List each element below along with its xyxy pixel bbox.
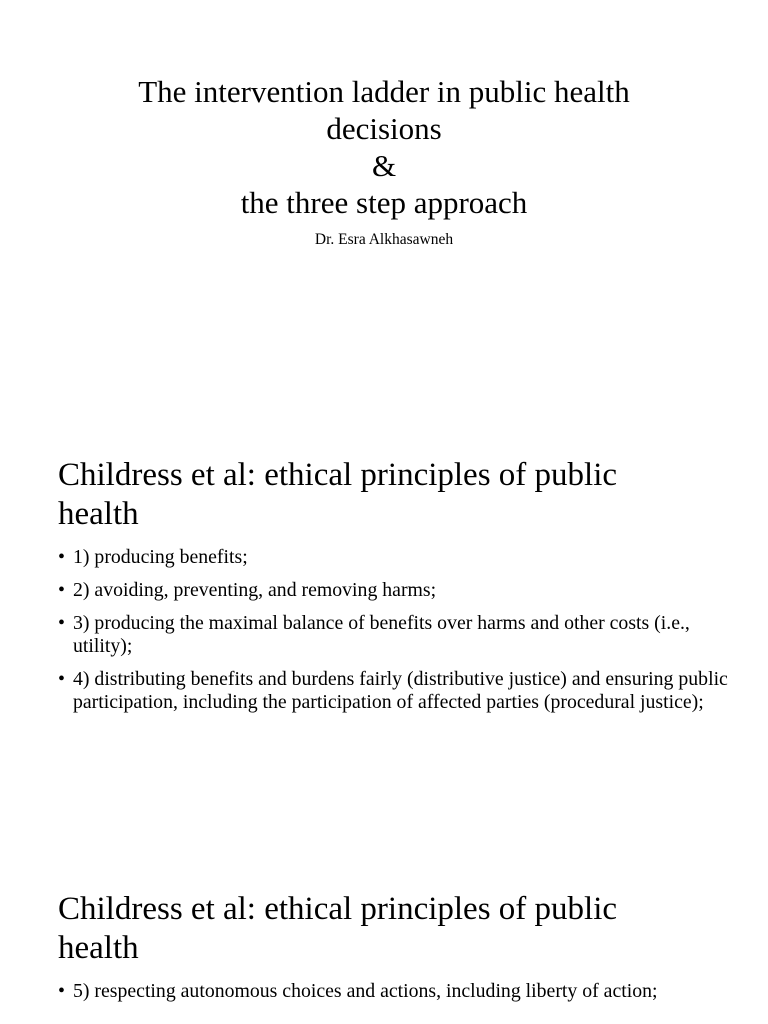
bullet-text: 5) respecting autonomous choices and actions, including liberty of action; bbox=[73, 980, 658, 1002]
bullet-icon: • bbox=[58, 668, 65, 690]
slide-heading-line-1: Childress et al: ethical principles of public bbox=[58, 457, 618, 493]
bullet-text: 4) distributing benefits and burdens fairly (distributive justice) and ensuring public participation, including the participation of affected parties (procedural justice); bbox=[73, 668, 728, 713]
slide-heading bbox=[58, 456, 728, 534]
slide-title-line-1: The intervention ladder in public health bbox=[138, 74, 630, 109]
bullet-text: 2) avoiding, preventing, and removing harms; bbox=[73, 579, 437, 601]
slide-title-line-4: the three step approach bbox=[240, 185, 528, 220]
slide-title-line-3: & bbox=[371, 148, 397, 183]
list-item bbox=[58, 612, 728, 658]
author-name: Dr. Esra Alkhasawneh bbox=[314, 231, 454, 248]
list-item bbox=[58, 668, 728, 714]
bullet-list bbox=[58, 980, 728, 1003]
bullet-icon: • bbox=[58, 546, 65, 568]
slide-heading-line-2: health bbox=[58, 930, 139, 966]
slide-heading-line-2: health bbox=[58, 496, 139, 532]
bullet-icon: • bbox=[58, 579, 65, 601]
title-block bbox=[0, 73, 768, 250]
principles-slide-1 bbox=[0, 456, 768, 856]
list-item bbox=[58, 579, 728, 602]
slide-heading-line-1: Childress et al: ethical principles of public bbox=[58, 891, 618, 927]
title-slide bbox=[0, 0, 768, 420]
list-item bbox=[58, 546, 728, 569]
bullet-icon: • bbox=[58, 612, 65, 634]
bullet-text: 3) producing the maximal balance of benefits over harms and other costs (i.e., utility); bbox=[73, 612, 690, 657]
list-item bbox=[58, 980, 728, 1003]
bullet-list bbox=[58, 546, 728, 714]
slide-heading bbox=[58, 890, 728, 968]
slide-title-line-2: decisions bbox=[326, 111, 442, 146]
bullet-text: 1) producing benefits; bbox=[73, 546, 248, 568]
principles-slide-2 bbox=[0, 890, 768, 1024]
bullet-icon: • bbox=[58, 980, 65, 1002]
